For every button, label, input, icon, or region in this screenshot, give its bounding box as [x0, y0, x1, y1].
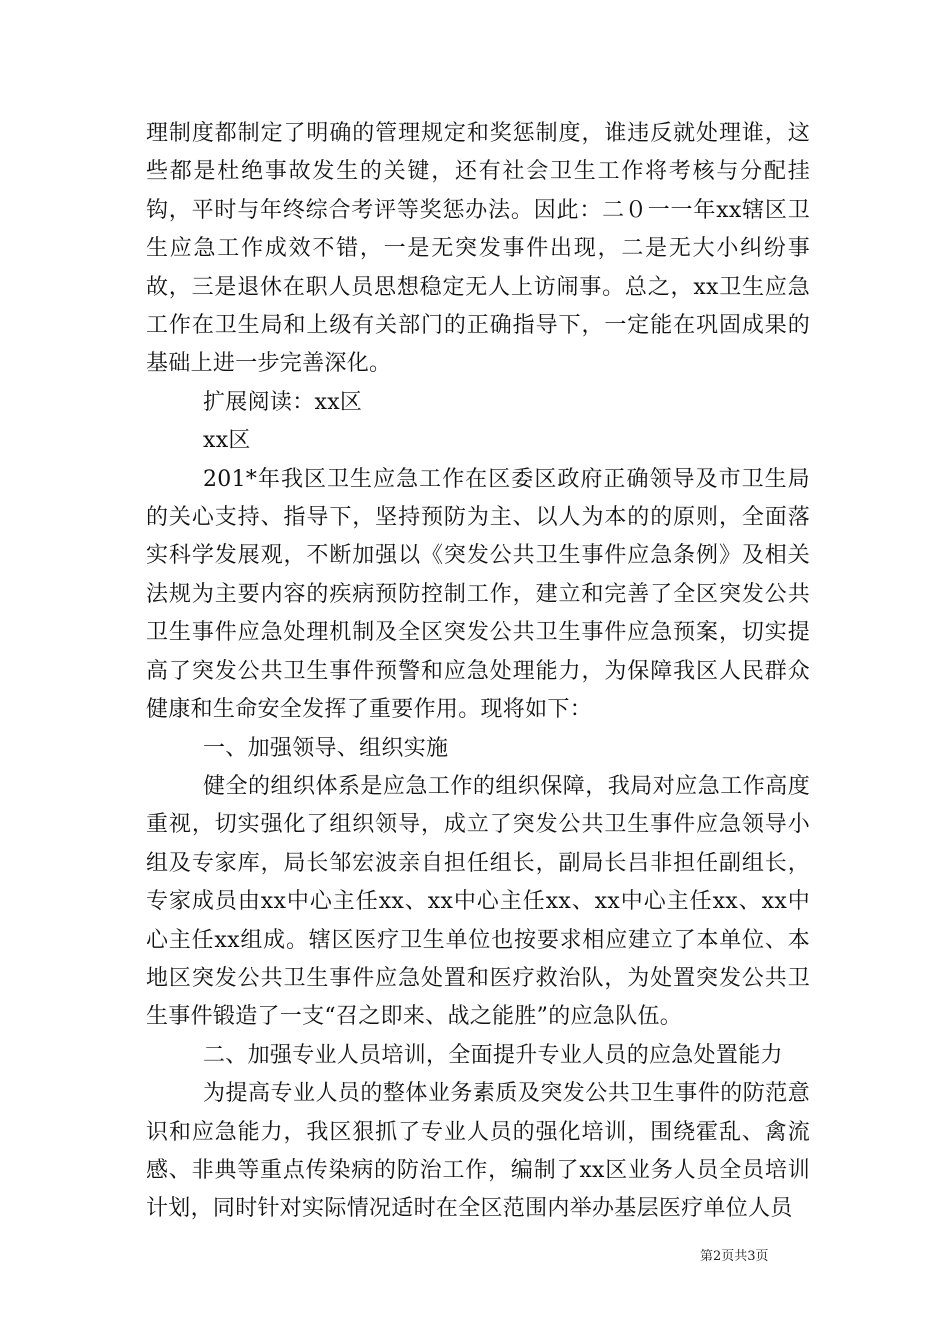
paragraph-section-1: 健全的组织体系是应急工作的组织保障，我局对应急工作高度重视，切实强化了组织领导，成立了突发公共卫生事件应急领导小组及专家库，局长邹宏波亲自担任组长，副局长吕非担任副组长，专家成员由xx中心主任xx、xx中心主任xx、xx中心主任xx、xx中心主任xx组成。辖区医疗卫生单位也按要求相应建立了本单位、本地区突发公共卫生事件应急处置和医疗救治队，为处置突发公共卫生事件锻造了一支“召之即来、战之能胜”的应急队伍。	[146, 773, 810, 1030]
page-number: 第2页共3页	[700, 1249, 769, 1264]
extended-reading-label: 扩展阅读：xx区	[203, 389, 363, 415]
paragraph-continuation: 理制度都制定了明确的管理规定和奖惩制度，谁违反就处理谁，这些都是杜绝事故发生的关键，还有社会卫生工作将考核与分配挂钩，平时与年终综合考评等奖惩办法。因此：二０一一年xx辖区卫生应急工作成效不错，一是无突发事件出现，二是无大小纠纷事故，三是退休在职人员思想稳定无人上访闹事。总之，xx卫生应急工作在卫生局和上级有关部门的正确指导下，一定能在巩固成果的基础上进一步完善深化。	[146, 121, 810, 377]
paragraph-section-2: 为提高专业人员的整体业务素质及突发公共卫生事件的防范意识和应急能力，我区狠抓了专业人员的强化培训，围绕霍乱、禽流感、非典等重点传染病的防治工作，编制了xx区业务人员全员培训计划，同时针对实际情况适时在全区范围内举办基层医疗单位人员	[146, 1081, 810, 1222]
paragraph-intro: 201*年我区卫生应急工作在区委区政府正确领导及市卫生局的关心支持、指导下，坚持预防为主、以人为本的的原则，全面落实科学发展观，不断加强以《突发公共卫生事件应急条例》及相关法规为主要内容的疾病预防控制工作，建立和完善了全区突发公共卫生事件应急处理机制及全区突发公共卫生事件应急预案，切实提高了突发公共卫生事件预警和应急处理能力，为保障我区人民群众健康和生命安全发挥了重要作用。现将如下：	[146, 466, 810, 723]
section-heading-2: 二、加强专业人员培训，全面提升专业人员的应急处置能力	[203, 1042, 783, 1068]
district-title: xx区	[203, 428, 251, 454]
document-body	[146, 115, 810, 1229]
section-heading-1: 一、加强领导、组织实施	[203, 735, 449, 761]
